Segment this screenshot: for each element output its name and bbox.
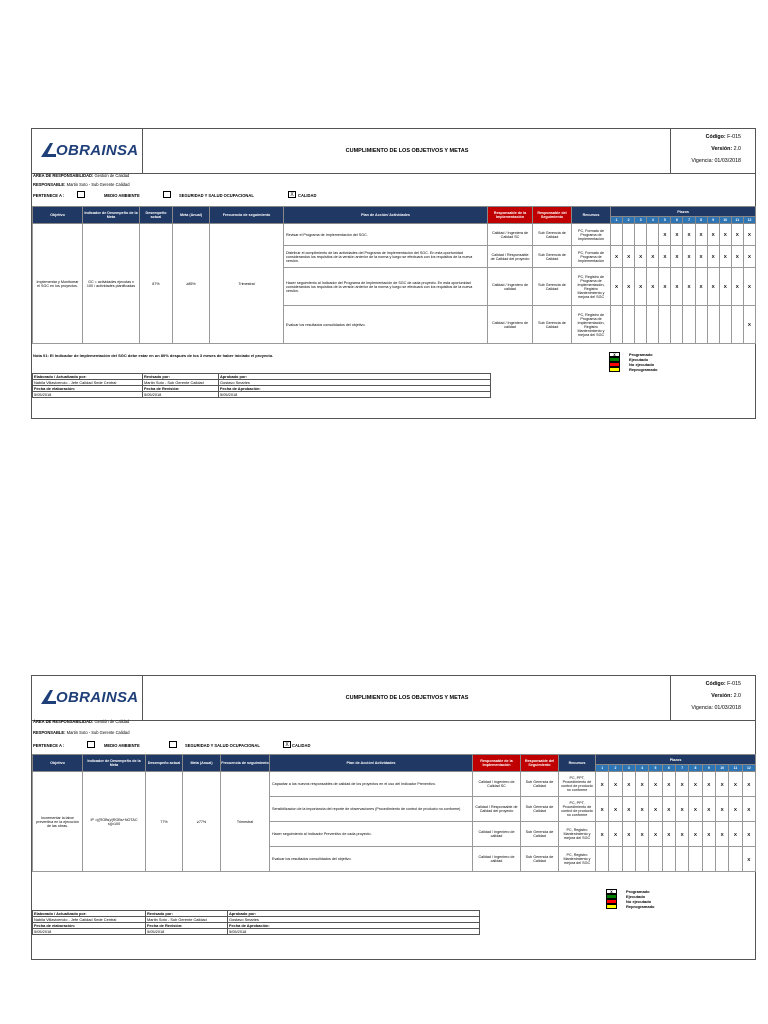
resp-impl-cell: Calidad / Ingeniero de calidad [488, 306, 533, 344]
month-mark-cell: X [707, 246, 719, 268]
month-mark-cell [635, 847, 648, 872]
month-mark-cell [659, 306, 671, 344]
legend-label: Programado [629, 352, 653, 357]
aprobado-label: Aprobado por: [219, 374, 491, 380]
month-mark-cell: X [623, 246, 635, 268]
month-mark-cell [611, 306, 623, 344]
month-header: 7 [683, 217, 695, 224]
legend-swatch [606, 904, 617, 909]
month-header: 6 [671, 217, 683, 224]
version-label: Versión: [711, 693, 733, 699]
fecha-rev-value: 5/05/2018 [146, 929, 228, 935]
fecha-elab-label: Fecha de elaboración: [33, 386, 143, 392]
month-mark-cell: X [683, 268, 695, 306]
table-row [33, 772, 756, 797]
resp-impl-cell: Calidad / Responsable de Calidad del proyecto [473, 797, 521, 822]
fecha-elab-value: 5/05/2018 [33, 392, 143, 398]
month-header: 8 [695, 217, 707, 224]
month-mark-cell: X [596, 772, 609, 797]
frecuencia-cell: Trimestral [210, 224, 284, 344]
fecha-apr-value: 5/05/2018 [228, 929, 480, 935]
month-mark-cell: X [635, 822, 648, 847]
month-mark-cell: X [671, 246, 683, 268]
month-mark-cell: X [695, 268, 707, 306]
frecuencia-cell: Trimestral [221, 772, 270, 872]
resp-seg-cell: Sub Gerencia de Calidad [533, 224, 572, 246]
col-frecuencia: Frecuencia de seguimiento [210, 207, 284, 224]
resp-seg-cell: Sub Gerencia de Calidad [521, 772, 559, 797]
month-header: 1 [611, 217, 623, 224]
month-mark-cell [596, 847, 609, 872]
seguridad-checkbox[interactable] [169, 741, 177, 748]
month-mark-cell: X [695, 224, 707, 246]
resp-impl-cell: Calidad / Ingeniero de calidad [473, 847, 521, 872]
month-mark-cell: X [715, 822, 728, 847]
month-mark-cell: X [743, 306, 755, 344]
document-header [32, 676, 755, 721]
month-mark-cell: X [702, 822, 715, 847]
month-mark-cell: X [649, 772, 662, 797]
month-mark-cell [635, 224, 647, 246]
company-logo [32, 676, 143, 720]
recursos-cell: PC, Registro Mantenimiento y mejora del SGC [559, 847, 596, 872]
month-mark-cell: X [695, 246, 707, 268]
month-header: 11 [731, 217, 743, 224]
legend-swatch: x [606, 889, 617, 894]
month-mark-cell: X [683, 246, 695, 268]
col-objetivo: Objetivo [33, 755, 83, 772]
recursos-cell: PC, Registro de Programa de Implementación, Registro Mantenimiento y mejora del SGC [572, 268, 611, 306]
month-mark-cell: X [647, 268, 659, 306]
month-mark-cell [649, 847, 662, 872]
month-header: 9 [707, 217, 719, 224]
signature-table [32, 373, 491, 398]
month-mark-cell: X [683, 224, 695, 246]
indicador-cell: GC = actividades ejecutas x 100 / actividades planificadas [83, 224, 140, 344]
revisado-value: Martin Soto - Sub Gerente Calidad [146, 917, 228, 923]
seguridad-label: SEGURIDAD Y SALUD OCUPACIONAL [179, 193, 254, 198]
month-mark-cell [695, 306, 707, 344]
plan-cell: Hacer seguimiento al Indicador Preventivo de cada proyecto. [270, 822, 473, 847]
month-mark-cell: X [675, 797, 688, 822]
month-mark-cell: X [635, 268, 647, 306]
responsable-label: RESPONSABLE: [33, 730, 66, 735]
month-mark-cell: X [649, 822, 662, 847]
medio-ambiente-checkbox[interactable] [77, 191, 85, 198]
col-desempeno: Desempeño actual [146, 755, 183, 772]
month-mark-cell: X [659, 224, 671, 246]
fecha-apr-label: Fecha de Aprobación: [219, 386, 491, 392]
version-value: 2.0 [733, 693, 741, 699]
month-mark-cell: X [689, 797, 702, 822]
legend-label: Programado [626, 889, 650, 894]
col-recursos: Recursos [572, 207, 611, 224]
month-mark-cell: X [689, 822, 702, 847]
indicador-cell: IP =((ROBs)/(ROBs+NOTAC s))x100 [83, 772, 146, 872]
month-mark-cell: X [611, 268, 623, 306]
month-mark-cell: X [596, 822, 609, 847]
document-meta [670, 676, 755, 720]
revisado-label: Revisado por: [143, 374, 219, 380]
objectives-table [32, 206, 756, 344]
month-mark-cell: X [702, 772, 715, 797]
month-mark-cell: X [671, 268, 683, 306]
col-resp-impl: Responsable de la Implementación [488, 207, 533, 224]
col-frecuencia: Frecuencia de seguimiento [221, 755, 270, 772]
col-meta: Meta (Anual) [173, 207, 210, 224]
responsable-line [33, 730, 129, 735]
sheet-2 [31, 675, 756, 960]
legend-swatch [609, 367, 620, 372]
month-mark-cell [707, 306, 719, 344]
sheet-1 [31, 128, 756, 419]
month-header: 12 [743, 217, 755, 224]
col-desempeno: Desempeño actual [140, 207, 173, 224]
logo-mark-icon [41, 143, 57, 157]
meta-cell: ≥85% [173, 224, 210, 344]
col-plan: Plan de Acción/ Actividades [270, 755, 473, 772]
month-mark-cell: X [719, 246, 731, 268]
fecha-rev-label: Fecha de Revisión: [146, 923, 228, 929]
month-mark-cell: X [649, 797, 662, 822]
logo-text: OBRAINSA [56, 689, 139, 706]
legend-label: No ejecutado [629, 362, 655, 367]
plan-cell: Distribuir el cumplimiento de las actividades del Programa de Implementación del SGC. En esta oportunidad considerandos los requisitos de la versión anterior de la norma y luego se efectuará con los requisitos de la nueva versión. [284, 246, 488, 268]
recursos-cell: PC, Formato de Programa de Implementación [572, 224, 611, 246]
month-header: 8 [689, 765, 702, 772]
col-plan: Plan de Acción/ Actividades [284, 207, 488, 224]
signature-table [32, 910, 480, 935]
desempeno-cell: 87% [140, 224, 173, 344]
month-mark-cell: X [742, 847, 755, 872]
codigo-label: Código: [705, 134, 726, 140]
month-mark-cell: X [731, 268, 743, 306]
calidad-checkbox[interactable]: X [288, 191, 296, 198]
month-mark-cell [609, 847, 622, 872]
codigo-label: Código: [705, 681, 726, 687]
month-mark-cell: X [609, 772, 622, 797]
resp-impl-cell: Calidad / Ingeniero de Calidad SC [473, 772, 521, 797]
month-mark-cell: X [729, 772, 742, 797]
month-mark-cell [662, 847, 675, 872]
plan-cell: Hacer seguimiento al Indicador del Programa de Implementación de SGC de cada proyecto. En esta oportunidad considerandos los requisitos de la versión anterior de la norma y luego se efectuará con los requisitos de la nueva versión. [284, 268, 488, 306]
month-mark-cell: X [647, 246, 659, 268]
month-header: 5 [659, 217, 671, 224]
responsable-value: Martin Soto - Sub Gerente Calidad [66, 182, 130, 187]
aprobado-value: Gostavo Smarles [228, 917, 480, 923]
version-value: 2.0 [733, 146, 741, 152]
elaborado-value: Nabila Villavicencio - Jefe Calidad Sede Central [33, 380, 143, 386]
table-row [33, 224, 756, 246]
resp-seg-cell: Sub Gerencia de Calidad [521, 847, 559, 872]
month-header: 6 [662, 765, 675, 772]
month-mark-cell [715, 847, 728, 872]
month-mark-cell: X [743, 224, 755, 246]
aprobado-label: Aprobado por: [228, 911, 480, 917]
pertenece-label: PERTENECE A : [33, 743, 65, 748]
month-mark-cell [689, 847, 702, 872]
resp-impl-cell: Calidad / Responsable de Calidad del proyecto [488, 246, 533, 268]
elaborado-value: Nabila Villavicencio - Jefe Calidad Sede Central [33, 917, 146, 923]
month-mark-cell: X [707, 224, 719, 246]
note: Nota 01: El Indicador de Implementación del SGC debe estar en un 80% después de los 3 meses de haber iniciado el proyecto. [33, 353, 274, 358]
area-label: ÁREA DE RESPONSABILIDAD: [33, 719, 94, 724]
seguridad-label: SEGURIDAD Y SALUD OCUPACIONAL [185, 743, 260, 748]
document-meta [670, 129, 755, 173]
plan-cell: Capacitar a los nuevos responsables de calidad de los proyectos en el uso del Indicador Preventivo. [270, 772, 473, 797]
month-mark-cell: X [743, 268, 755, 306]
month-mark-cell: X [743, 246, 755, 268]
month-mark-cell: X [719, 268, 731, 306]
month-mark-cell: X [609, 822, 622, 847]
month-mark-cell: X [662, 772, 675, 797]
fecha-rev-value: 5/05/2018 [143, 392, 219, 398]
company-logo [32, 129, 143, 173]
month-header: 3 [622, 765, 635, 772]
month-mark-cell: X [742, 772, 755, 797]
col-meta: Meta (Anual) [183, 755, 221, 772]
month-mark-cell [671, 306, 683, 344]
logo-text: OBRAINSA [56, 142, 139, 159]
month-header: 2 [623, 217, 635, 224]
month-mark-cell [647, 224, 659, 246]
month-mark-cell: X [635, 246, 647, 268]
area-line [33, 173, 129, 178]
month-mark-cell [731, 306, 743, 344]
resp-seg-cell: Sub Gerencia de Calidad [533, 268, 572, 306]
area-line [33, 719, 129, 724]
objetivo-cell: Implementar y Monitorear el SGC en los proyectos. [33, 224, 83, 344]
month-mark-cell: X [707, 268, 719, 306]
legend-swatch: x [609, 352, 620, 357]
month-header: 12 [742, 765, 755, 772]
desempeno-cell: 77% [146, 772, 183, 872]
month-mark-cell: X [622, 797, 635, 822]
revisado-value: Martin Soto - Sub Gerente Calidad [143, 380, 219, 386]
calidad-label: CALIDAD [292, 743, 311, 748]
calidad-label: CALIDAD [298, 193, 317, 198]
month-mark-cell: X [731, 246, 743, 268]
document-title: CUMPLIMIENTO DE LOS OBJETIVOS Y METAS [345, 148, 469, 154]
resp-seg-cell: Sub Gerencia de Calidad [533, 246, 572, 268]
area-label: ÁREA DE RESPONSABILIDAD: [33, 173, 94, 178]
pertenece-label: PERTENECE A : [33, 193, 65, 198]
month-mark-cell: X [659, 268, 671, 306]
month-header: 1 [596, 765, 609, 772]
vigencia: Vigencia: 01/03/2018 [691, 705, 741, 711]
version-label: Versión: [711, 146, 733, 152]
month-mark-cell: X [662, 822, 675, 847]
responsable-value: Martin Soto - Sub Gerente Calidad [66, 730, 130, 735]
month-mark-cell: X [596, 797, 609, 822]
month-mark-cell: X [609, 797, 622, 822]
legend-label: Ejecutado [629, 357, 649, 362]
elaborado-label: Elaborado / Actualizado por: [33, 374, 143, 380]
fecha-apr-value: 5/05/2018 [219, 392, 491, 398]
month-header: 7 [675, 765, 688, 772]
month-mark-cell: X [715, 797, 728, 822]
aprobado-value: Gostavo Smarles [219, 380, 491, 386]
recursos-cell: PC, PPT, Procedimiento de control de producto no conforme [559, 797, 596, 822]
legend-label: No ejecutado [626, 899, 652, 904]
month-mark-cell [683, 306, 695, 344]
meta-cell: ≥77% [183, 772, 221, 872]
month-header: 9 [702, 765, 715, 772]
medio-ambiente-checkbox[interactable] [87, 741, 95, 748]
month-mark-cell: X [689, 772, 702, 797]
legend-label: Ejecutado [626, 894, 646, 899]
month-mark-cell: X [671, 224, 683, 246]
fecha-elab-label: Fecha de elaboración: [33, 923, 146, 929]
col-resp-impl: Responsable de la Implementación [473, 755, 521, 772]
recursos-cell: PC, Registro de Programa de Implementación, Registro Mantenimiento y mejora del SGC [572, 306, 611, 344]
codigo-value: F-015 [727, 681, 741, 687]
legend-label: Reprogramado [629, 367, 658, 372]
month-header: 10 [719, 217, 731, 224]
col-objetivo: Objetivo [33, 207, 83, 224]
calidad-checkbox[interactable]: X [283, 741, 291, 748]
month-mark-cell [623, 224, 635, 246]
area-value: Gestión de Calidad [94, 173, 130, 178]
col-indicador: Indicador de Desempeño de la Meta [83, 755, 146, 772]
month-mark-cell [623, 306, 635, 344]
seguridad-checkbox[interactable] [163, 191, 171, 198]
responsable-line [33, 182, 129, 187]
medio-ambiente-label: MEDIO AMBIENTE [104, 743, 140, 748]
month-mark-cell: X [731, 224, 743, 246]
month-mark-cell: X [742, 822, 755, 847]
month-mark-cell: X [742, 797, 755, 822]
document-title: CUMPLIMIENTO DE LOS OBJETIVOS Y METAS [345, 695, 469, 701]
document-header [32, 129, 755, 174]
plan-cell: Evaluar los resultados consolidados del objetivo. [270, 847, 473, 872]
month-mark-cell [635, 306, 647, 344]
fecha-rev-label: Fecha de Revisión: [143, 386, 219, 392]
vigencia: Vigencia: 01/03/2018 [691, 158, 741, 164]
month-mark-cell: X [635, 772, 648, 797]
col-recursos: Recursos [559, 755, 596, 772]
month-mark-cell: X [719, 224, 731, 246]
area-value: Gestión de Calidad [94, 719, 130, 724]
responsable-label: RESPONSABLE: [33, 182, 66, 187]
col-plazos: Plazos [596, 755, 756, 765]
plan-cell: Sensibilizacion de la importancia del reporte de observaciones (Procedimiento de control de producto no conforme) [270, 797, 473, 822]
month-header: 4 [647, 217, 659, 224]
month-mark-cell [622, 847, 635, 872]
plan-cell: Evaluar los resultados consolidados del objetivo. [284, 306, 488, 344]
objetivo-cell: Incrementar la labor preventiva en la ejecución de las obras. [33, 772, 83, 872]
month-header: 5 [649, 765, 662, 772]
month-mark-cell: X [623, 268, 635, 306]
month-mark-cell: X [729, 797, 742, 822]
fecha-apr-label: Fecha de Aprobación: [228, 923, 480, 929]
month-mark-cell [611, 224, 623, 246]
revisado-label: Revisado por: [146, 911, 228, 917]
plan-cell: Revisar el Programa de Implementación del SGC. [284, 224, 488, 246]
col-resp-seg: Responsable del Seguimiento [521, 755, 559, 772]
resp-impl-cell: Calidad / Ingeniera de Calidad SC [488, 224, 533, 246]
month-mark-cell: X [675, 772, 688, 797]
resp-impl-cell: Calidad / Ingeniero de calidad [488, 268, 533, 306]
month-mark-cell: X [611, 246, 623, 268]
month-header: 3 [635, 217, 647, 224]
fecha-elab-value: 5/05/2018 [33, 929, 146, 935]
month-header: 11 [729, 765, 742, 772]
resp-seg-cell: Sub Gerencia de Calidad [533, 306, 572, 344]
recursos-cell: PC, Registro Mantenimiento y mejora del SGC [559, 822, 596, 847]
month-header: 4 [635, 765, 648, 772]
month-mark-cell: X [622, 772, 635, 797]
month-mark-cell: X [659, 246, 671, 268]
col-indicador: Indicador de Desempeño de la Meta [83, 207, 140, 224]
recursos-cell: PC, PPT, Procedimiento de control de producto no conforme [559, 772, 596, 797]
medio-ambiente-label: MEDIO AMBIENTE [104, 193, 140, 198]
legend-label: Reprogramado [626, 904, 655, 909]
elaborado-label: Elaborado / Actualizado por: [33, 911, 146, 917]
resp-impl-cell: Calidad / Ingeniero de calidad [473, 822, 521, 847]
month-header: 10 [715, 765, 728, 772]
month-mark-cell: X [622, 822, 635, 847]
month-mark-cell: X [675, 822, 688, 847]
recursos-cell: PC, Formato de Programa de Implementación [572, 246, 611, 268]
resp-seg-cell: Sub Gerencia de Calidad [521, 822, 559, 847]
month-mark-cell [675, 847, 688, 872]
resp-seg-cell: Sub Gerencia de Calidad [521, 797, 559, 822]
month-mark-cell: X [715, 772, 728, 797]
month-header: 2 [609, 765, 622, 772]
month-mark-cell [702, 847, 715, 872]
objectives-table [32, 754, 756, 872]
col-plazos: Plazos [611, 207, 756, 217]
logo-mark-icon [41, 690, 57, 704]
month-mark-cell [647, 306, 659, 344]
codigo-value: F-015 [727, 134, 741, 140]
month-mark-cell: X [662, 797, 675, 822]
month-mark-cell [719, 306, 731, 344]
month-mark-cell: X [702, 797, 715, 822]
month-mark-cell: X [635, 797, 648, 822]
month-mark-cell [729, 847, 742, 872]
month-mark-cell: X [729, 822, 742, 847]
col-resp-seg: Responsable del Seguimiento [533, 207, 572, 224]
